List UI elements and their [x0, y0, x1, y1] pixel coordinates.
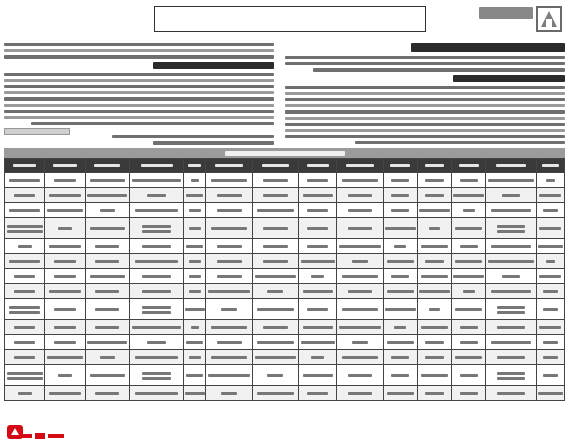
table-cell	[85, 365, 129, 386]
table-cell	[45, 320, 85, 335]
table-cell	[337, 386, 383, 401]
table-cell	[5, 284, 45, 299]
table-cell	[383, 239, 417, 254]
table-cell	[129, 365, 183, 386]
table-cell	[184, 350, 206, 365]
bank-name-fa	[479, 7, 533, 19]
table-row	[5, 239, 565, 254]
table-cell	[5, 386, 45, 401]
table-cell	[5, 188, 45, 203]
table-cell	[536, 188, 564, 203]
table-cell	[184, 203, 206, 218]
table-row	[5, 269, 565, 284]
table-cell	[383, 365, 417, 386]
table-cell	[536, 299, 564, 320]
table-cell	[383, 320, 417, 335]
table-cell	[486, 173, 536, 188]
table-cell	[417, 335, 451, 350]
column-header	[206, 159, 252, 173]
table-cell	[184, 299, 206, 320]
advert-title	[154, 6, 426, 32]
table-cell	[452, 254, 486, 269]
table-cell	[184, 239, 206, 254]
table-cell	[5, 320, 45, 335]
column-header	[536, 159, 564, 173]
table-cell	[252, 218, 298, 239]
table-cell	[486, 254, 536, 269]
column-header	[486, 159, 536, 173]
website-link	[4, 128, 70, 135]
table-cell	[45, 218, 85, 239]
table-cell	[85, 386, 129, 401]
table-cell	[45, 188, 85, 203]
table-cell	[252, 299, 298, 320]
table-cell	[45, 173, 85, 188]
table-cell	[452, 320, 486, 335]
table-cell	[252, 239, 298, 254]
table-cell	[85, 284, 129, 299]
table-cell	[383, 299, 417, 320]
table-cell	[417, 299, 451, 320]
section-ribbon-title	[225, 151, 345, 156]
table-row	[5, 320, 565, 335]
table-cell	[299, 218, 337, 239]
table-cell	[206, 218, 252, 239]
table-cell	[45, 239, 85, 254]
table-cell	[417, 284, 451, 299]
table-cell	[85, 254, 129, 269]
table-cell	[299, 269, 337, 284]
table-cell	[129, 188, 183, 203]
table-cell	[45, 284, 85, 299]
table-cell	[417, 239, 451, 254]
table-cell	[299, 350, 337, 365]
table-cell	[5, 335, 45, 350]
table-cell	[129, 284, 183, 299]
column-header	[417, 159, 451, 173]
table-cell	[252, 320, 298, 335]
table-row	[5, 218, 565, 239]
table-cell	[452, 269, 486, 284]
table-header-row	[5, 159, 565, 173]
table-cell	[299, 299, 337, 320]
table-row	[5, 365, 565, 386]
table-cell	[383, 284, 417, 299]
table-cell	[206, 284, 252, 299]
table-cell	[383, 188, 417, 203]
table-cell	[5, 299, 45, 320]
table-cell	[5, 239, 45, 254]
table-cell	[417, 188, 451, 203]
table-cell	[45, 350, 85, 365]
table-cell	[383, 173, 417, 188]
table-cell	[184, 188, 206, 203]
advert-banner	[4, 3, 565, 43]
table-cell	[184, 320, 206, 335]
table-cell	[252, 188, 298, 203]
table-cell	[129, 203, 183, 218]
table-cell	[252, 365, 298, 386]
table-cell	[486, 365, 536, 386]
column-header	[452, 159, 486, 173]
table-cell	[206, 299, 252, 320]
table-cell	[85, 299, 129, 320]
intro-left-column	[4, 43, 274, 148]
table-cell	[85, 188, 129, 203]
intro-right-heading	[411, 43, 565, 52]
table-cell	[252, 203, 298, 218]
table-row	[5, 299, 565, 320]
table-cell	[536, 365, 564, 386]
table-cell	[5, 203, 45, 218]
table-cell	[452, 335, 486, 350]
bank-emblem-icon	[535, 5, 563, 33]
table-cell	[206, 320, 252, 335]
table-cell	[383, 350, 417, 365]
table-row	[5, 284, 565, 299]
table-cell	[206, 254, 252, 269]
column-header	[85, 159, 129, 173]
table-cell	[206, 335, 252, 350]
table-cell	[536, 320, 564, 335]
column-header	[5, 159, 45, 173]
table-cell	[45, 269, 85, 284]
table-cell	[337, 350, 383, 365]
table-cell	[252, 386, 298, 401]
table-cell	[417, 320, 451, 335]
table-cell	[299, 254, 337, 269]
table-cell	[85, 269, 129, 284]
intro-right-column	[285, 43, 565, 147]
conditions-heading	[453, 75, 565, 82]
table-cell	[486, 269, 536, 284]
table-cell	[337, 254, 383, 269]
table-cell	[129, 350, 183, 365]
table-cell	[452, 203, 486, 218]
table-cell	[184, 218, 206, 239]
table-cell	[184, 386, 206, 401]
table-cell	[337, 284, 383, 299]
table-cell	[252, 173, 298, 188]
table-cell	[383, 335, 417, 350]
table-cell	[417, 203, 451, 218]
table-cell	[252, 254, 298, 269]
table-cell	[129, 299, 183, 320]
table-cell	[206, 365, 252, 386]
table-cell	[452, 188, 486, 203]
table-cell	[452, 350, 486, 365]
table-cell	[486, 203, 536, 218]
table-cell	[536, 284, 564, 299]
table-cell	[252, 335, 298, 350]
table-cell	[337, 365, 383, 386]
table-cell	[129, 269, 183, 284]
table-cell	[85, 218, 129, 239]
table-cell	[417, 218, 451, 239]
table-row	[5, 350, 565, 365]
payment-heading	[153, 62, 275, 69]
column-header	[383, 159, 417, 173]
table-cell	[45, 254, 85, 269]
table-cell	[383, 254, 417, 269]
table-row	[5, 335, 565, 350]
column-header	[184, 159, 206, 173]
column-header	[252, 159, 298, 173]
table-cell	[337, 269, 383, 284]
table-cell	[417, 254, 451, 269]
table-cell	[206, 173, 252, 188]
table-cell	[452, 299, 486, 320]
table-cell	[129, 218, 183, 239]
table-cell	[299, 320, 337, 335]
column-header	[45, 159, 85, 173]
table-cell	[129, 239, 183, 254]
table-cell	[206, 188, 252, 203]
table-cell	[184, 365, 206, 386]
table-cell	[337, 203, 383, 218]
table-cell	[486, 320, 536, 335]
table-row	[5, 254, 565, 269]
table-cell	[536, 254, 564, 269]
table-cell	[85, 335, 129, 350]
table-cell	[299, 335, 337, 350]
watermark-logo	[20, 430, 64, 442]
table-cell	[45, 203, 85, 218]
table-cell	[536, 386, 564, 401]
table-cell	[5, 365, 45, 386]
table-cell	[252, 269, 298, 284]
table-cell	[129, 386, 183, 401]
table-cell	[85, 239, 129, 254]
table-cell	[486, 350, 536, 365]
table-cell	[129, 254, 183, 269]
table-cell	[299, 284, 337, 299]
table-cell	[486, 239, 536, 254]
table-cell	[337, 320, 383, 335]
table-cell	[184, 254, 206, 269]
table-row	[5, 173, 565, 188]
table-cell	[486, 218, 536, 239]
table-cell	[536, 239, 564, 254]
properties-table	[4, 158, 565, 401]
table-cell	[486, 299, 536, 320]
table-cell	[383, 269, 417, 284]
table-cell	[5, 269, 45, 284]
table-cell	[206, 203, 252, 218]
table-cell	[337, 335, 383, 350]
table-cell	[337, 239, 383, 254]
section-ribbon	[4, 148, 565, 158]
table-row	[5, 203, 565, 218]
table-cell	[45, 335, 85, 350]
table-row	[5, 386, 565, 401]
table-cell	[383, 386, 417, 401]
table-cell	[184, 173, 206, 188]
advert-intro	[4, 43, 565, 147]
table-cell	[452, 173, 486, 188]
table-cell	[536, 350, 564, 365]
table-cell	[299, 239, 337, 254]
table-cell	[383, 218, 417, 239]
table-cell	[536, 203, 564, 218]
table-cell	[337, 173, 383, 188]
table-cell	[85, 173, 129, 188]
table-cell	[299, 188, 337, 203]
column-header	[337, 159, 383, 173]
table-cell	[452, 239, 486, 254]
table-cell	[129, 320, 183, 335]
table-cell	[184, 335, 206, 350]
table-cell	[206, 386, 252, 401]
table-cell	[536, 218, 564, 239]
table-cell	[5, 173, 45, 188]
table-cell	[536, 335, 564, 350]
table-cell	[45, 299, 85, 320]
table-cell	[452, 365, 486, 386]
column-header	[129, 159, 183, 173]
table-cell	[299, 386, 337, 401]
table-cell	[85, 203, 129, 218]
table-cell	[486, 284, 536, 299]
table-cell	[85, 320, 129, 335]
table-cell	[536, 173, 564, 188]
table-cell	[206, 350, 252, 365]
table-cell	[206, 239, 252, 254]
table-cell	[252, 350, 298, 365]
table-cell	[206, 269, 252, 284]
table-cell	[486, 386, 536, 401]
bank-logo	[479, 5, 563, 39]
table-cell	[486, 335, 536, 350]
table-cell	[5, 254, 45, 269]
table-cell	[184, 284, 206, 299]
table-cell	[129, 335, 183, 350]
table-cell	[383, 203, 417, 218]
table-cell	[417, 386, 451, 401]
table-cell	[299, 173, 337, 188]
watermark-wordmark	[20, 431, 64, 442]
table-cell	[299, 365, 337, 386]
table-cell	[337, 188, 383, 203]
table-cell	[452, 218, 486, 239]
table-cell	[486, 188, 536, 203]
table-cell	[129, 173, 183, 188]
table-cell	[417, 269, 451, 284]
table-cell	[452, 284, 486, 299]
table-cell	[45, 365, 85, 386]
table-cell	[45, 386, 85, 401]
table-cell	[337, 299, 383, 320]
table-cell	[417, 173, 451, 188]
table-cell	[417, 350, 451, 365]
table-cell	[337, 218, 383, 239]
table-cell	[417, 365, 451, 386]
column-header	[299, 159, 337, 173]
table-cell	[536, 269, 564, 284]
table-cell	[299, 203, 337, 218]
table-row	[5, 188, 565, 203]
table-cell	[5, 350, 45, 365]
table-cell	[85, 350, 129, 365]
table-cell	[5, 218, 45, 239]
table-cell	[184, 269, 206, 284]
table-cell	[452, 386, 486, 401]
table-cell	[252, 284, 298, 299]
